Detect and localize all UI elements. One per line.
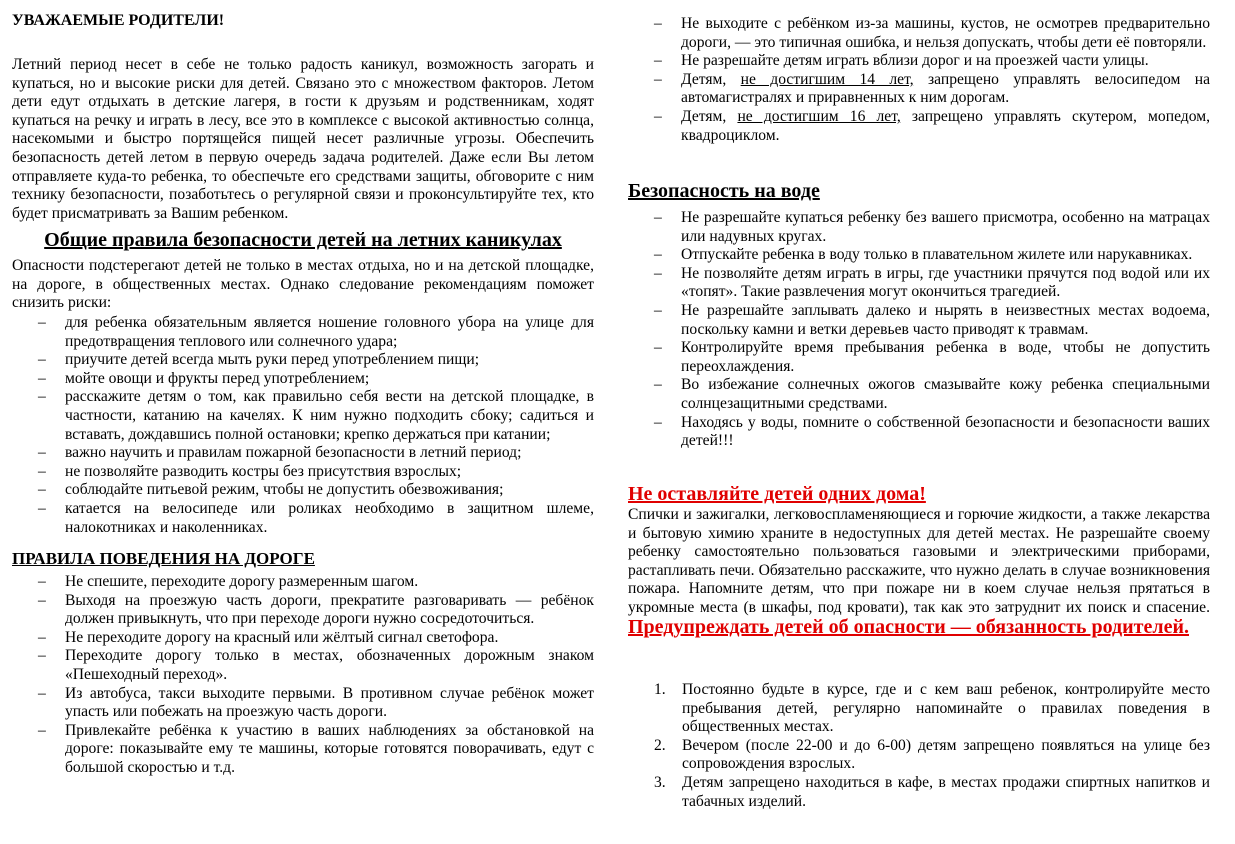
dash-bullet: –: [38, 591, 46, 609]
list-item: – не позволяйте разводить костры без присутствия взрослых;: [38, 462, 462, 480]
road-rules-list: [12, 573, 594, 778]
list-item: – катается на велосипеде или роликах необходимо в защитном шлеме, налокотниках и наколенниках.: [38, 499, 594, 536]
general-rules-list: [12, 314, 594, 537]
dash-bullet: –: [38, 462, 46, 480]
dash-bullet: –: [654, 376, 662, 394]
dash-bullet: –: [654, 70, 662, 88]
list-item: – приучите детей всегда мыть руки перед употреблением пищи;: [38, 351, 480, 369]
road-rules-heading: ПРАВИЛА ПОВЕДЕНИЯ НА ДОРОГЕ: [12, 549, 315, 568]
dash-bullet: –: [654, 339, 662, 357]
dash-bullet: –: [38, 444, 46, 462]
water-safety-list: [628, 209, 1210, 451]
list-item: – Выходя на проезжую часть дороги, прекратите разговаривать — ребёнок должен привыкнуть, что при переходе дороги нужно сосредоточиться.: [38, 591, 594, 628]
home-alone-heading: Не оставляйте детей одних дома!: [628, 483, 926, 505]
list-item: – Не переходите дорогу на красный или жёлтый сигнал светофора.: [38, 628, 499, 646]
age-limit-16: не достигшим 16 лет,: [737, 107, 901, 125]
list-item: – Детям, не достигшим 16 лет, запрещено управлять скутером, мопедом, квадроциклом.: [654, 107, 1210, 144]
list-item: – соблюдайте питьевой режим, чтобы не допустить обезвоживания;: [38, 481, 504, 499]
list-item: – важно научить и правилам пожарной безопасности в летний период;: [38, 444, 522, 462]
numbered-rules-list: [628, 681, 1210, 811]
list-item: 3. Детям запрещено находиться в кафе, в местах продажи спиртных напитков и табачных изделий.: [654, 773, 1210, 810]
list-item: – Переходите дорогу только в местах, обозначенных дорожным знаком «Пешеходный переход».: [38, 647, 594, 683]
list-item: – Находясь у воды, помните о собственной безопасности и безопасности ваших детей!!!: [654, 413, 1210, 450]
dash-bullet: –: [654, 209, 662, 226]
item-number: 3.: [654, 773, 666, 791]
dash-bullet: –: [38, 628, 46, 646]
dash-bullet: –: [38, 684, 46, 702]
list-item: – Не разрешайте купаться ребенку без вашего присмотра, особенно на матрацах или надувных кругах.: [654, 209, 1210, 245]
page-title: УВАЖАЕМЫЕ РОДИТЕЛИ!: [12, 12, 225, 29]
list-item: – Не позволяйте детям играть в игры, где участники прячутся под водой или их «топят». Такие развлечения могут окончиться трагедией.: [654, 264, 1210, 301]
list-item: – расскажите детям о том, как правильно себя вести на детской площадке, в частности, катанию на качелях. К ним нужно подходить сбоку; садиться и вставать, дождавшись полной остановки; крепко держаться при катании;: [38, 388, 594, 443]
parents-duty-warning: Предупреждать детей об опасности — обязанность родителей.: [628, 615, 1189, 638]
dash-bullet: –: [38, 499, 46, 517]
dash-bullet: –: [38, 314, 46, 331]
list-item: – Не спешите, переходите дорогу размеренным шагом.: [38, 573, 419, 590]
list-item: – Привлекайте ребёнка к участию в ваших наблюдениях за обстановкой на дороге: показывайте ему те машины, которые готовятся поворачивать, едут с большой скоростью и т.д.: [38, 721, 594, 776]
dash-bullet: –: [38, 351, 46, 369]
dash-bullet: –: [654, 107, 662, 125]
list-item: – Не разрешайте заплывать далеко и нырять в неизвестных местах водоема, поскольку камни и ветки деревьев часто приводят к травмам.: [654, 301, 1210, 338]
list-item: – Во избежание солнечных ожогов смазывайте кожу ребенка специальными солнцезащитными средствами.: [654, 376, 1210, 412]
dash-bullet: –: [38, 369, 46, 387]
list-item: – Не разрешайте детям играть вблизи дорог и на проезжей части улицы.: [654, 52, 1149, 70]
home-alone-paragraph: Спички и зажигалки, легковоспламеняющиеся и горючие жидкости, а также лекарства и бытовую химию храните в недоступных для детей местах. Не разрешайте своему ребенку самостоятельно пользоваться газовыми и электрическими приборами, растапливать печи. Обязательно расскажите, что нужно делать в случае возникновения пожара. Напомните детям, что при пожаре ни в коем случае нельзя прятаться в укромные места (в шкафы, под кровати), так как это затруднит их поиск и спасение. Предупреждать детей об опасности — обязанность родителей.: [628, 506, 1210, 638]
dash-bullet: –: [38, 481, 46, 499]
dash-bullet: –: [38, 647, 46, 665]
water-safety-heading: Безопасность на воде: [628, 180, 820, 202]
item-number: 1.: [654, 681, 666, 698]
dash-bullet: –: [654, 246, 662, 264]
list-item: – для ребенка обязательным является ношение головного убора на улице для предотвращения теплового или солнечного удара;: [38, 314, 594, 350]
list-item: – Контролируйте время пребывания ребенка в воде, чтобы не допустить переохлаждения.: [654, 339, 1210, 375]
dash-bullet: –: [654, 52, 662, 70]
general-rules-heading: Общие правила безопасности детей на летних каникулах: [44, 229, 562, 251]
dash-bullet: –: [654, 15, 662, 32]
dash-bullet: –: [38, 721, 46, 739]
list-item: – мойте овощи и фрукты перед употреблением;: [38, 369, 370, 387]
intro-paragraph: Летний период несет в себе не только радость каникул, возможность загорать и купаться, но и высокие риски для детей. Связано это с множеством факторов. Летом дети едут отдыхать в детские лагеря, в гости к друзьям и родственникам, ходят купаться на речку и играть в лесу, все это в комплексе с высокой активностью солнца, насекомыми и быстро портящейся пищей несет различные угрозы. Обеспечить безопасность детей летом в первую очередь задача родителей. Даже если Вы летом отправляете куда-то ребенка, то обеспечьте его средствами защиты, обговорите с ним технику безопасности, позаботьтесь о регулярной связи и проконсультируйте тех, кто будет присматривать за Вашим ребенком.: [12, 56, 594, 222]
road-rules-list-continued: [628, 15, 1210, 145]
dash-bullet: –: [38, 573, 46, 590]
general-rules-intro: Опасности подстерегают детей не только в местах отдыха, но и на детской площадке, на дороге, в общественных местах. Однако следование рекомендациям поможет снизить риски:: [12, 257, 594, 312]
list-item: – Из автобуса, такси выходите первыми. В противном случае ребёнок может упасть или побежать на проезжую часть дороги.: [38, 684, 594, 721]
list-item: – Детям, не достигшим 14 лет, запрещено управлять велосипедом на автомагистралях и приравненных к ним дорогам.: [654, 70, 1210, 107]
dash-bullet: –: [38, 388, 46, 406]
list-item: 1. Постоянно будьте в курсе, где и с кем ваш ребенок, контролируйте место пребывания детей, регулярно напоминайте о правилах поведения в общественных местах.: [654, 681, 1210, 736]
list-item: – Отпускайте ребенка в воду только в плавательном жилете или нарукавниках.: [654, 246, 1193, 264]
dash-bullet: –: [654, 413, 662, 431]
dash-bullet: –: [654, 301, 662, 319]
dash-bullet: –: [654, 264, 662, 282]
list-item: 2. Вечером (после 22-00 и до 6-00) детям запрещено появляться на улице без сопровождения взрослых.: [654, 736, 1210, 773]
list-item: – Не выходите с ребёнком из-за машины, кустов, не осмотрев предварительно дороги, — это типичная ошибка, и нельзя допускать, чтобы дети её повторяли.: [654, 15, 1210, 51]
item-number: 2.: [654, 736, 666, 754]
age-limit-14: не достигшим 14 лет,: [740, 70, 914, 88]
